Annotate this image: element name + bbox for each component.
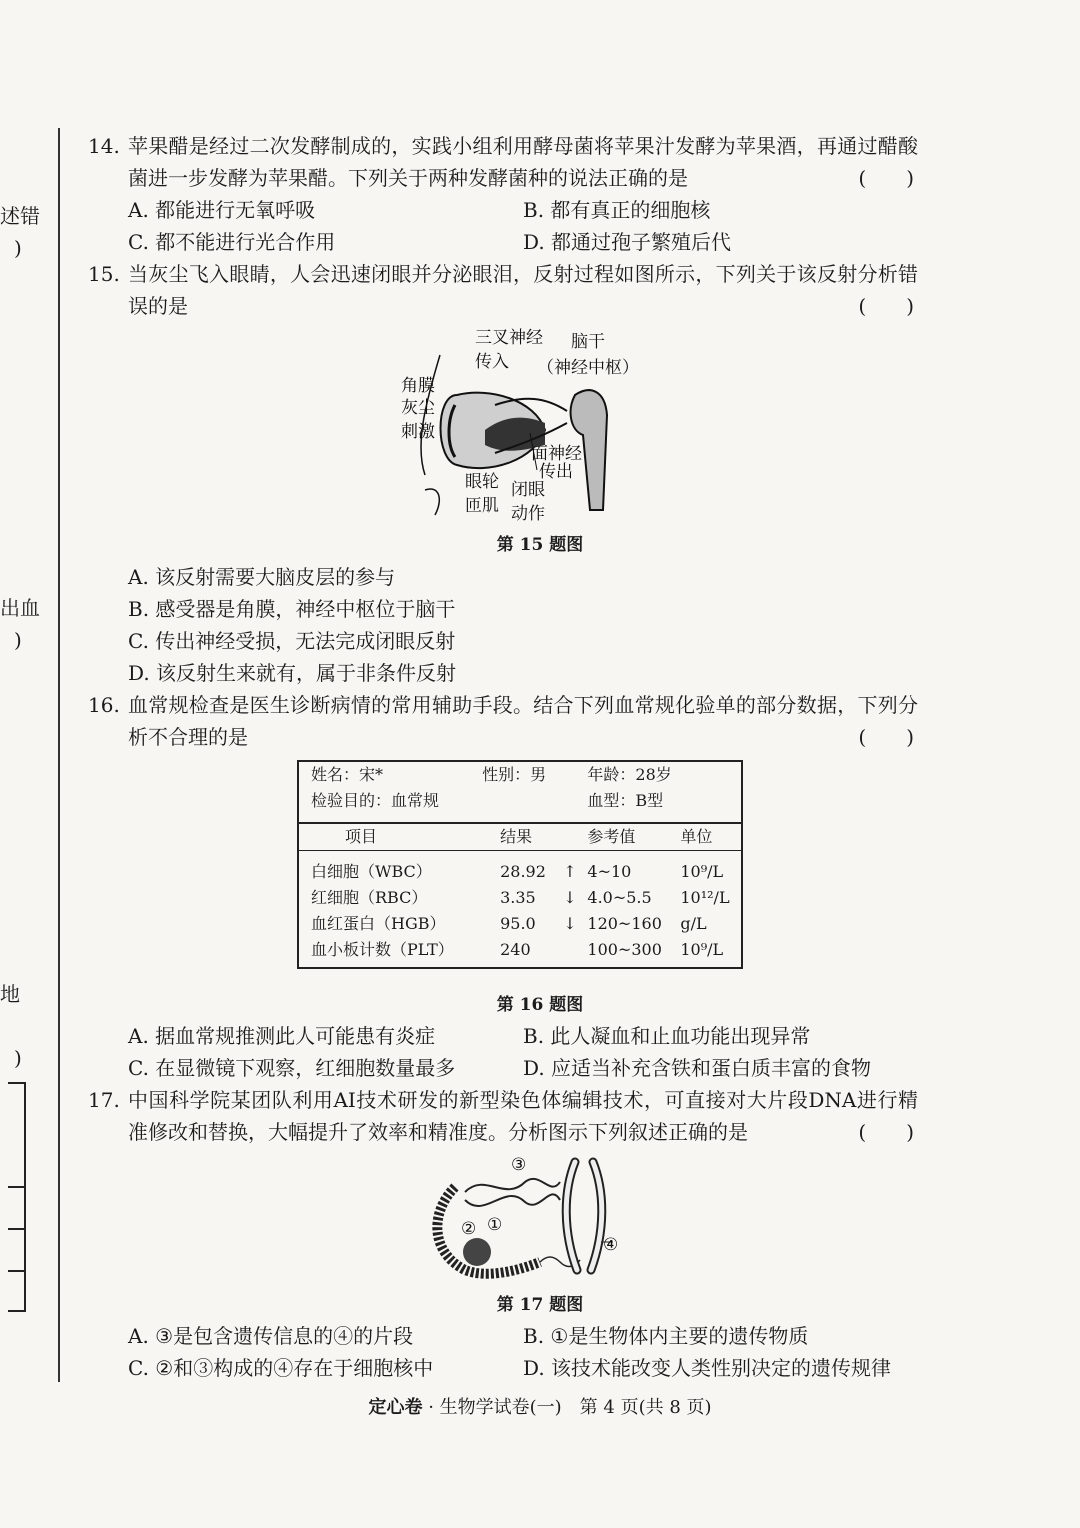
figure-17-caption: 第 17 题图 (496, 1295, 584, 1315)
question-number: 16. (88, 693, 120, 717)
label-efferent: 传出 (539, 462, 573, 482)
page-footer (0, 1393, 1080, 1419)
patient-age: 年龄：28岁 (587, 765, 672, 784)
row-flag: ↓ (563, 888, 577, 907)
option-b: B. 都有真正的细胞核 (523, 198, 711, 222)
margin-fragment: 地 (0, 982, 20, 1006)
options-16 (128, 1020, 918, 1084)
margin-fragment: ) (14, 236, 22, 260)
options-17 (128, 1320, 918, 1384)
marker-1: ① (487, 1215, 503, 1235)
row-ref: 120~160 (587, 914, 662, 933)
label-orbicularis-1: 眼轮 (465, 472, 499, 492)
table-row (298, 851, 742, 886)
table-row (298, 885, 742, 911)
answer-paren: ( ) (858, 1120, 914, 1144)
question-number: 14. (88, 134, 120, 158)
option-b: B. ①是生物体内主要的遗传物质 (523, 1324, 809, 1348)
col-header-result: 结果 (478, 823, 559, 851)
table-row (298, 937, 742, 968)
question-number: 15. (88, 262, 120, 286)
options-14 (128, 194, 918, 258)
option-c: C. 传出神经受损，无法完成闭眼反射 (128, 629, 456, 653)
row-item: 血红蛋白（HGB） (311, 914, 446, 933)
patient-sex: 性别：男 (482, 765, 547, 784)
option-d: D. 都通过孢子繁殖后代 (523, 230, 732, 254)
row-unit: g/L (680, 914, 707, 933)
row-result: 3.35 (500, 888, 536, 907)
figure-15-caption: 第 15 题图 (496, 535, 584, 555)
option-c: C. ②和③构成的④存在于细胞核中 (128, 1356, 434, 1380)
option-d: D. 该反射生来就有，属于非条件反射 (128, 661, 457, 685)
label-orbicularis-2: 匝肌 (465, 496, 499, 516)
option-c: C. 都不能进行光合作用 (128, 230, 336, 254)
row-ref: 100~300 (587, 940, 662, 959)
margin-fragment: ) (14, 628, 22, 652)
label-blink-2: 动作 (511, 504, 545, 524)
bracket-tick (8, 1082, 26, 1084)
footer-brand: 定心卷 (368, 1397, 423, 1418)
test-purpose: 检验目的：血常规 (311, 791, 440, 810)
chromatin-ball (463, 1238, 491, 1266)
label-stimulus: 刺激 (401, 422, 435, 442)
bracket-tick (8, 1270, 26, 1272)
answer-paren: ( ) (858, 166, 914, 190)
margin-fragment: 述错 (0, 204, 40, 228)
question-14 (88, 130, 918, 194)
row-ref: 4~10 (583, 851, 676, 886)
question-17 (88, 1084, 918, 1148)
col-header-unit: 单位 (676, 823, 742, 851)
row-unit: 10⁹/L (676, 851, 742, 886)
margin-line (58, 128, 60, 1382)
label-cornea: 角膜 (401, 376, 435, 396)
answer-paren: ( ) (858, 294, 914, 318)
marker-4: ④ (603, 1235, 619, 1255)
row-item: 红细胞（RBC） (311, 888, 428, 907)
face-outline (425, 489, 439, 515)
col-header-ref: 参考值 (583, 823, 676, 851)
question-15 (88, 258, 918, 322)
option-a: A. ③是包含遗传信息的④的片段 (128, 1324, 414, 1348)
row-ref: 4.0~5.5 (587, 888, 652, 907)
option-a: A. 都能进行无氧呼吸 (128, 198, 316, 222)
row-unit: 10⁹/L (680, 940, 724, 959)
row-result: 28.92 (478, 851, 559, 886)
patient-name: 姓名：宋* (311, 765, 384, 784)
row-flag (559, 937, 583, 968)
row-result: 240 (500, 940, 531, 959)
footer-page-info: · 生物学试卷(一) 第 4 页(共 8 页) (422, 1397, 712, 1418)
question-stem: 当灰尘飞入眼睛，人会迅速闭眼并分泌眼泪，反射过程如图所示，下列关于该反射分析错误的是 (128, 262, 918, 318)
label-dust: 灰尘 (401, 398, 435, 418)
dna-helix-2 (465, 1194, 560, 1206)
row-unit: 10¹²/L (680, 888, 730, 907)
question-stem: 中国科学院某团队利用AI技术研发的新型染色体编辑技术，可直接对大片段DNA进行精准修改和替换，大幅提升了效率和精准度。分析图示下列叙述正确的是 (128, 1088, 918, 1144)
label-brainstem: 脑干 (571, 332, 605, 352)
blood-type: 血型：B型 (587, 791, 664, 810)
question-stem: 苹果醋是经过二次发酵制成的，实践小组利用酵母菌将苹果汁发酵为苹果酒，再通过醋酸菌进一步发酵为苹果醋。下列关于两种发酵菌种的说法正确的是 (128, 134, 918, 190)
row-flag: ↓ (563, 914, 577, 933)
label-center: （神经中枢） (537, 358, 639, 378)
option-b: B. 此人凝血和止血功能出现异常 (523, 1024, 811, 1048)
options-15 (128, 561, 918, 689)
marker-2: ② (461, 1219, 477, 1239)
option-a: A. 据血常规推测此人可能患有炎症 (128, 1024, 436, 1048)
answer-bracket (24, 1082, 26, 1312)
chromosome-figure (425, 1152, 625, 1282)
option-c: C. 在显微镜下观察，红细胞数量最多 (128, 1056, 456, 1080)
option-b: B. 感受器是角膜，神经中枢位于脑干 (128, 597, 456, 621)
table-row (298, 911, 742, 937)
option-d: D. 应适当补充含铁和蛋白质丰富的食物 (523, 1056, 872, 1080)
marker-3: ③ (511, 1155, 527, 1175)
bracket-tick (8, 1228, 26, 1230)
dna-helix-1 (465, 1179, 560, 1192)
option-a: A. 该反射需要大脑皮层的参与 (128, 565, 396, 589)
bracket-tick (8, 1186, 26, 1188)
figure-16-caption: 第 16 题图 (496, 995, 584, 1015)
label-afferent: 传入 (475, 352, 509, 372)
label-facial-nerve: 面神经 (531, 444, 582, 464)
option-d: D. 该技术能改变人类性别决定的遗传规律 (523, 1356, 892, 1380)
blood-report-table (297, 760, 743, 969)
reflex-figure (395, 325, 655, 525)
question-16 (88, 689, 918, 753)
question-number: 17. (88, 1088, 120, 1112)
label-blink-1: 闭眼 (511, 480, 545, 500)
row-result: 95.0 (500, 914, 536, 933)
question-stem: 血常规检查是医生诊断病情的常用辅助手段。结合下列血常规化验单的部分数据，下列分析不合理的是 (128, 693, 918, 749)
label-trigeminal: 三叉神经 (475, 328, 543, 348)
row-item: 白细胞（WBC） (298, 851, 478, 886)
margin-fragment: 出血 (0, 596, 40, 620)
answer-paren: ( ) (858, 725, 914, 749)
col-header-item: 项目 (298, 823, 478, 851)
row-flag: ↑ (559, 851, 583, 886)
row-item: 血小板计数（PLT） (311, 940, 454, 959)
margin-fragment: ) (14, 1046, 22, 1070)
